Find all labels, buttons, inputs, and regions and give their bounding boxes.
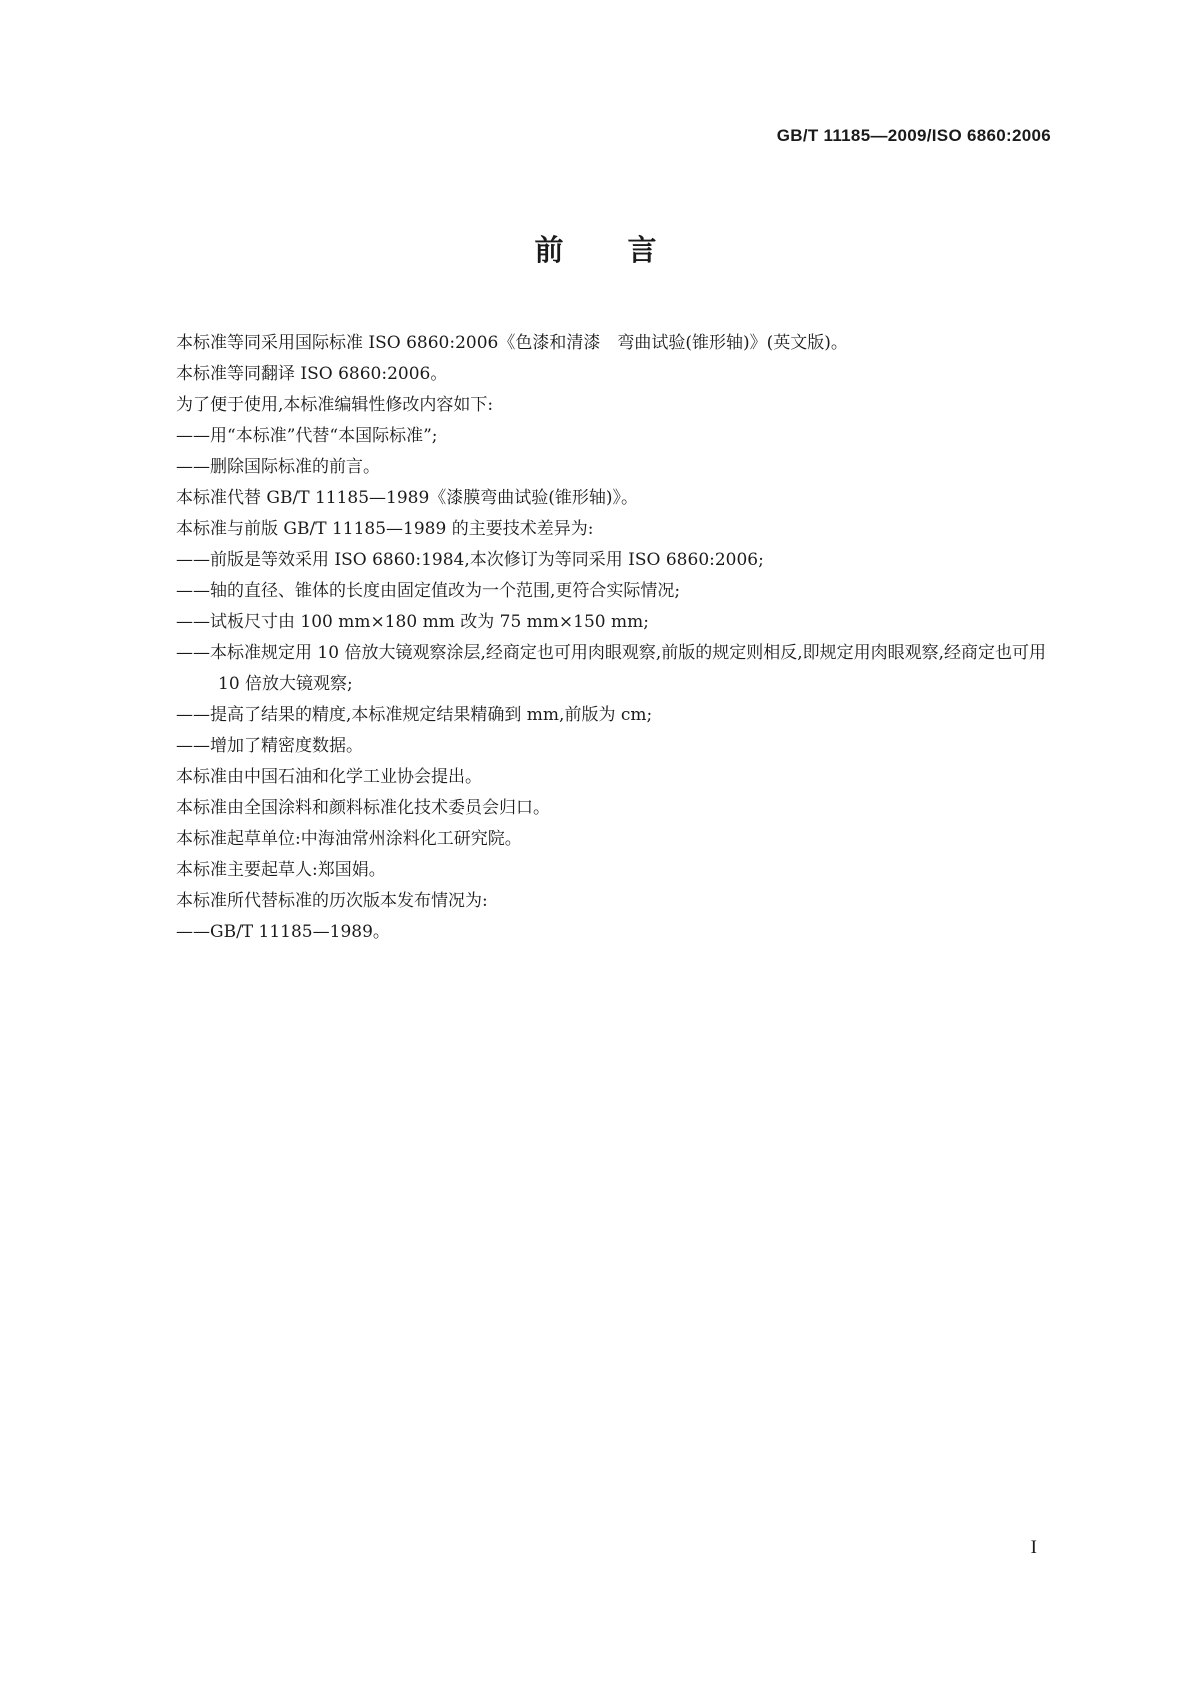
list-item-previous-edition: ——GB/T 11185—1989。 xyxy=(176,922,390,942)
paragraph-differences-intro: 本标准与前版 GB/T 11185—1989 的主要技术差异为: xyxy=(176,519,594,539)
list-item-difference-2: ——轴的直径、锥体的长度由固定值改为一个范围,更符合实际情况; xyxy=(176,581,681,601)
foreword-body xyxy=(176,328,1064,948)
list-item-difference-3: ——试板尺寸由 100 mm×180 mm 改为 75 mm×150 mm; xyxy=(176,612,649,632)
paragraph-replaces: 本标准代替 GB/T 11185—1989《漆膜弯曲试验(锥形轴)》。 xyxy=(176,488,639,508)
list-item-difference-6: ——增加了精密度数据。 xyxy=(176,736,363,756)
paragraph-adoption: 本标准等同采用国际标准 ISO 6860:2006《色漆和清漆 弯曲试验(锥形轴)》(英文版)。 xyxy=(176,333,848,353)
list-item-editorial-1: ——用“本标准”代替“本国际标准”; xyxy=(176,426,438,446)
paragraph-editorial-intro: 为了便于使用,本标准编辑性修改内容如下: xyxy=(176,395,494,415)
paragraph-drafting-unit: 本标准起草单位:中海油常州涂料化工研究院。 xyxy=(176,829,522,849)
list-item-difference-5: ——提高了结果的精度,本标准规定结果精确到 mm,前版为 cm; xyxy=(176,705,653,725)
page-title: 前言 xyxy=(534,233,721,267)
list-item-editorial-2: ——删除国际标准的前言。 xyxy=(176,457,380,477)
standard-code-header: GB/T 11185—2009/ISO 6860:2006 xyxy=(776,126,1051,145)
paragraph-previous-editions: 本标准所代替标准的历次版本发布情况为: xyxy=(176,891,488,911)
paragraph-centralized-by: 本标准由全国涂料和颜料标准化技术委员会归口。 xyxy=(176,798,550,818)
paragraph-main-drafter: 本标准主要起草人:郑国娟。 xyxy=(176,860,386,880)
list-item-difference-1: ——前版是等效采用 ISO 6860:1984,本次修订为等同采用 ISO 6860:2006; xyxy=(176,550,764,570)
paragraph-proposed-by: 本标准由中国石油和化学工业协会提出。 xyxy=(176,767,482,787)
paragraph-translation: 本标准等同翻译 ISO 6860:2006。 xyxy=(176,364,448,384)
page-number: I xyxy=(1030,1537,1037,1558)
list-item-difference-4: ——本标准规定用 10 倍放大镜观察涂层,经商定也可用肉眼观察,前版的规定则相反,即规定用肉眼观察,经商定也可用 10 倍放大镜观察; xyxy=(176,643,1047,694)
